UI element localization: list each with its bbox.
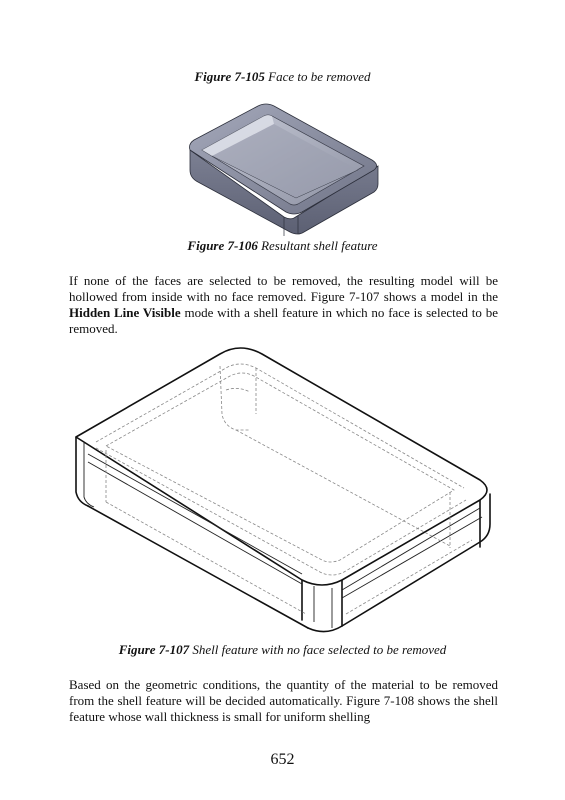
paragraph-bold-term: Hidden Line Visible bbox=[69, 305, 181, 320]
figure-caption-text: Shell feature with no face selected to be removed bbox=[189, 642, 447, 657]
paragraph-text: mode with a shell feature in which no face is selected to be removed. bbox=[69, 305, 498, 336]
figure-caption-text: Resultant shell feature bbox=[257, 238, 378, 253]
paragraph-text: Based on the geometric conditions, the quantity of the material to be removed from the shell feature will be decided automatically. Figure 7-108 shows the shell feature whose wall thickness is small for uniform shelling bbox=[69, 677, 498, 724]
figure-7-107-caption bbox=[0, 642, 565, 658]
paragraph-text: If none of the faces are selected to be removed, the resulting model will be hollowed from inside with no face removed. Figure 7-107 shows a model in the bbox=[69, 273, 498, 304]
figure-7-106-shell-tray bbox=[180, 100, 380, 240]
figure-number: Figure 7-105 bbox=[194, 69, 265, 84]
figure-number: Figure 7-107 bbox=[118, 642, 190, 657]
figure-caption-text: Face to be removed bbox=[264, 69, 371, 84]
figure-7-105-caption bbox=[0, 69, 565, 85]
figure-7-106-caption bbox=[0, 238, 565, 254]
figure-number: Figure 7-106 bbox=[187, 238, 258, 253]
paragraph-2 bbox=[69, 677, 498, 725]
paragraph-1 bbox=[69, 273, 498, 337]
page-number: 652 bbox=[270, 751, 295, 768]
figure-7-107-hidden-line-shell bbox=[70, 342, 500, 637]
